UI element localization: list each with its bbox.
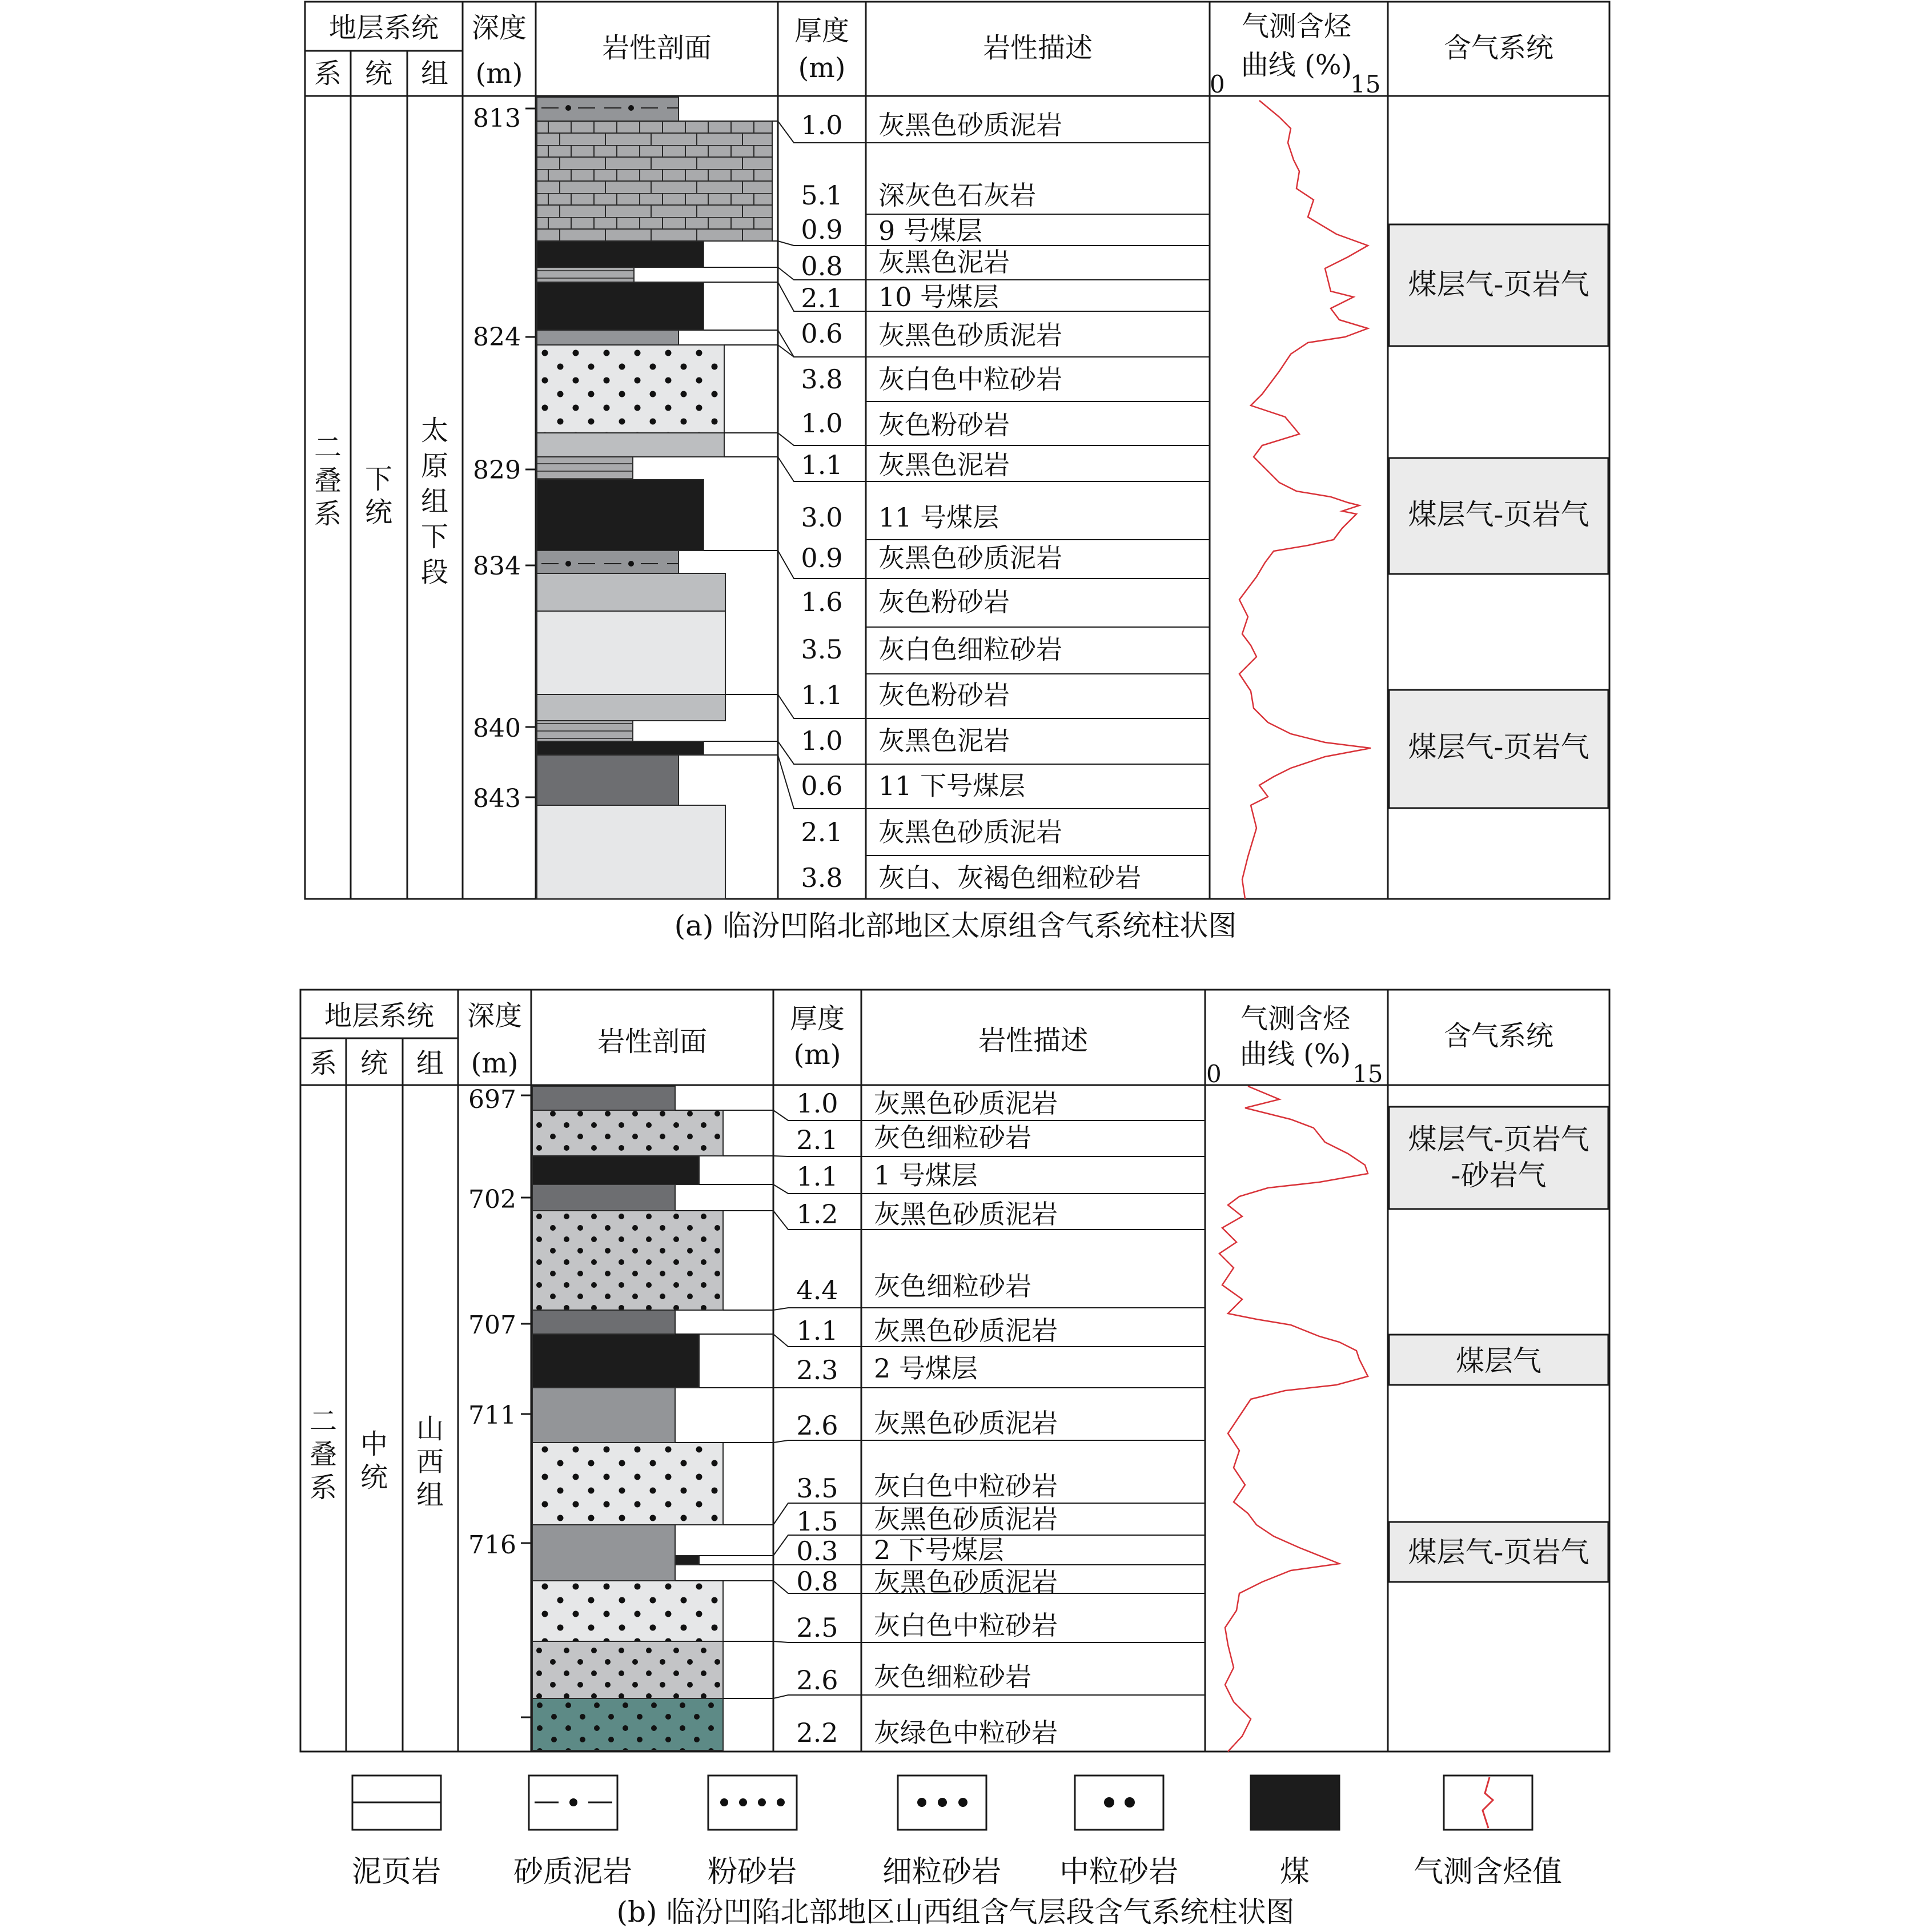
header-lithology-description: 岩性描述 bbox=[978, 1025, 1089, 1057]
row-description: 10 号煤层 bbox=[878, 282, 999, 312]
layer-medium-sandstone bbox=[537, 345, 724, 433]
layer-sandy-mudstone bbox=[537, 755, 679, 805]
layer-medium-sandstone bbox=[532, 1443, 723, 1525]
legend-fine-sandstone-symbol bbox=[898, 1776, 986, 1830]
row-description: 2 下号煤层 bbox=[874, 1535, 1004, 1565]
header-gas-system: 含气系统 bbox=[1443, 32, 1554, 64]
gas-system-column-a bbox=[1389, 224, 1608, 808]
row-description: 灰白色中粒砂岩 bbox=[874, 1610, 1058, 1641]
layer-fine-sandstone bbox=[532, 1211, 723, 1310]
layer-sandy-mudstone bbox=[537, 551, 679, 573]
layer-fine-sandstone bbox=[532, 1641, 723, 1698]
row-thickness: 1.0 bbox=[801, 408, 843, 439]
layer-siltstone bbox=[537, 573, 725, 611]
legend-medium-sandstone-symbol bbox=[1075, 1776, 1163, 1830]
row-thickness: 0.8 bbox=[801, 251, 843, 282]
row-thickness: 0.6 bbox=[801, 770, 843, 801]
depth-tick: 707 bbox=[468, 1311, 516, 1340]
gas-system-label: 煤层气-页岩气 bbox=[1408, 730, 1589, 764]
legend-gas-value-symbol bbox=[1444, 1776, 1532, 1830]
row-thickness: 0.9 bbox=[801, 543, 843, 573]
row-thickness: 1.1 bbox=[801, 449, 843, 480]
layer-coal bbox=[537, 480, 704, 551]
row-description: 灰白色中粒砂岩 bbox=[878, 364, 1062, 395]
row-description: 灰色细粒砂岩 bbox=[874, 1122, 1031, 1153]
legend-siltstone-symbol bbox=[708, 1776, 797, 1830]
row-description: 灰色粉砂岩 bbox=[878, 409, 1010, 440]
layer-siltstone bbox=[537, 433, 724, 457]
row-description: 灰色细粒砂岩 bbox=[874, 1271, 1031, 1302]
row-description: 灰黑色砂质泥岩 bbox=[878, 543, 1062, 573]
series-label: 中统 bbox=[360, 1428, 388, 1493]
caption-a: (a) 临汾凹陷北部地区太原组含气系统柱状图 bbox=[674, 909, 1237, 942]
layer-sandy-mudstone bbox=[537, 330, 679, 345]
layer-fine-sandstone bbox=[532, 1110, 723, 1156]
row-thickness: 1.5 bbox=[796, 1506, 838, 1537]
header-gas-curve-line2: 曲线 (%) bbox=[1239, 1038, 1351, 1070]
row-description: 2 号煤层 bbox=[874, 1353, 978, 1384]
header-thickness: 厚度 bbox=[789, 1003, 845, 1035]
depth-tick: 697 bbox=[468, 1085, 516, 1114]
row-thickness: 2.6 bbox=[796, 1665, 838, 1696]
row-description: 灰黑色砂质泥岩 bbox=[878, 817, 1062, 847]
row-thickness: 1.1 bbox=[796, 1161, 838, 1192]
layer-sandy-mudstone bbox=[532, 1310, 675, 1334]
row-thickness: 2.5 bbox=[796, 1612, 838, 1643]
gas-curve-a bbox=[1239, 101, 1371, 899]
row-thickness: 1.0 bbox=[801, 110, 843, 140]
layer-fine-sandstone bbox=[537, 805, 725, 899]
row-thickness: 5.1 bbox=[801, 180, 843, 211]
row-description: 灰绿色中粒砂岩 bbox=[874, 1717, 1058, 1748]
row-thickness: 0.8 bbox=[796, 1566, 838, 1597]
layer-sandy-mudstone bbox=[532, 1525, 675, 1581]
gas-axis-min: 0 bbox=[1210, 70, 1225, 98]
depth-tick: 834 bbox=[473, 552, 521, 581]
gas-system-column-b bbox=[1389, 1107, 1608, 1582]
header-depth: 深度 bbox=[467, 1000, 523, 1032]
gas-system-label: 煤层气-页岩气 bbox=[1408, 1123, 1589, 1156]
layer-mudstone bbox=[537, 267, 634, 282]
depth-tick: 711 bbox=[468, 1401, 516, 1430]
gas-system-label: 煤层气-页岩气 bbox=[1408, 498, 1589, 531]
header-gas-curve-line1: 气测含烃 bbox=[1240, 1003, 1351, 1035]
formation-label: 山西组 bbox=[416, 1413, 444, 1511]
gas-system-label: -砂岩气 bbox=[1451, 1159, 1547, 1192]
gas-axis-max: 15 bbox=[1350, 70, 1381, 98]
legend-label: 煤 bbox=[1279, 1855, 1310, 1889]
legend-label: 气测含烃值 bbox=[1413, 1855, 1563, 1889]
row-description: 灰黑色砂质泥岩 bbox=[874, 1315, 1058, 1346]
header-thickness: 厚度 bbox=[794, 15, 850, 47]
layer-medium-sandstone bbox=[532, 1698, 723, 1750]
header-gas-curve-line2: 曲线 (%) bbox=[1240, 49, 1352, 81]
row-description: 深灰色石灰岩 bbox=[878, 180, 1036, 211]
layer-limestone bbox=[537, 121, 772, 241]
row-thickness: 1.2 bbox=[796, 1199, 838, 1230]
layer-coal bbox=[675, 1556, 699, 1565]
layer-coal bbox=[532, 1334, 699, 1388]
row-thickness: 3.5 bbox=[796, 1473, 838, 1504]
row-description: 9 号煤层 bbox=[878, 215, 982, 246]
row-description: 灰白色中粒砂岩 bbox=[874, 1471, 1058, 1501]
legend-coal-symbol bbox=[1251, 1776, 1339, 1830]
header-xi: 系 bbox=[309, 1047, 338, 1079]
legend-label: 泥页岩 bbox=[351, 1855, 441, 1889]
gas-system-label: 煤层气-页岩气 bbox=[1408, 268, 1589, 301]
series-label: 下统 bbox=[364, 463, 393, 528]
layer-mudstone bbox=[537, 721, 633, 741]
layer-coal bbox=[537, 282, 704, 330]
legend-shale-symbol bbox=[352, 1776, 441, 1830]
header-xi: 系 bbox=[314, 58, 342, 90]
header-gas-system: 含气系统 bbox=[1443, 1020, 1554, 1052]
gas-curve-b bbox=[1219, 1086, 1368, 1752]
row-description: 灰白、灰褐色细粒砂岩 bbox=[878, 862, 1141, 893]
panel-b-shanxi-column bbox=[300, 990, 1609, 1752]
row-thickness: 3.8 bbox=[801, 364, 843, 395]
row-thickness: 3.8 bbox=[801, 862, 843, 893]
row-thickness: 2.3 bbox=[796, 1355, 838, 1385]
row-thickness: 1.1 bbox=[796, 1315, 838, 1346]
header-thickness-unit: (m) bbox=[798, 52, 846, 84]
layer-siltstone bbox=[537, 694, 725, 721]
row-thickness: 2.1 bbox=[801, 283, 843, 314]
row-thickness: 3.5 bbox=[801, 634, 843, 665]
depth-tick: 716 bbox=[468, 1531, 516, 1560]
row-description: 灰黑色砂质泥岩 bbox=[874, 1088, 1058, 1119]
row-description: 灰黑色砂质泥岩 bbox=[874, 1567, 1058, 1597]
legend-sandy-mudstone-symbol bbox=[529, 1776, 617, 1830]
system-label: 二叠系 bbox=[309, 1405, 338, 1504]
row-thickness: 2.2 bbox=[796, 1717, 838, 1748]
layer-coal bbox=[537, 241, 704, 267]
row-thickness: 4.4 bbox=[796, 1275, 838, 1306]
row-description: 灰黑色泥岩 bbox=[878, 449, 1010, 480]
layer-sandy-mudstone bbox=[532, 1086, 675, 1110]
row-thickness: 0.3 bbox=[796, 1536, 838, 1567]
header-depth: 深度 bbox=[471, 12, 527, 44]
row-description: 灰黑色砂质泥岩 bbox=[878, 320, 1062, 351]
layer-coal bbox=[532, 1156, 699, 1184]
layer-sandy-mudstone bbox=[532, 1184, 675, 1211]
header-zu: 组 bbox=[416, 1047, 444, 1079]
header-tong: 统 bbox=[360, 1047, 388, 1079]
header-tong: 统 bbox=[364, 58, 393, 90]
gas-system-label: 煤层气-页岩气 bbox=[1408, 1536, 1589, 1569]
row-description: 灰黑色砂质泥岩 bbox=[878, 110, 1062, 140]
row-thickness: 2.1 bbox=[796, 1124, 838, 1155]
layer-fine-sandstone bbox=[537, 611, 725, 694]
legend-label: 砂质泥岩 bbox=[513, 1855, 633, 1889]
row-thickness: 1.0 bbox=[801, 725, 843, 756]
caption-b: (b) 临汾凹陷北部地区山西组含气层段含气系统柱状图 bbox=[616, 1895, 1295, 1929]
header-depth-unit: (m) bbox=[475, 58, 523, 90]
formation-label: 太原组下段 bbox=[420, 415, 449, 588]
gas-axis-max: 15 bbox=[1352, 1060, 1383, 1088]
layer-sandy-mudstone bbox=[532, 1388, 675, 1443]
row-description: 灰色粉砂岩 bbox=[878, 587, 1010, 617]
layer-sandy-mudstone bbox=[537, 97, 679, 121]
system-label: 二叠系 bbox=[314, 432, 342, 530]
row-description: 灰黑色泥岩 bbox=[878, 247, 1010, 278]
legend-label: 中粒砂岩 bbox=[1059, 1855, 1179, 1889]
header-lithology-description: 岩性描述 bbox=[982, 32, 1093, 64]
layer-mudstone bbox=[537, 457, 633, 480]
row-description: 1 号煤层 bbox=[874, 1160, 978, 1191]
row-description: 灰色粉砂岩 bbox=[878, 680, 1010, 710]
layer-coal bbox=[537, 741, 704, 755]
row-thickness: 2.6 bbox=[796, 1410, 838, 1441]
header-depth-unit: (m) bbox=[471, 1047, 519, 1079]
row-thickness: 0.9 bbox=[801, 214, 843, 245]
depth-tick: 843 bbox=[473, 784, 521, 813]
depth-tick: 840 bbox=[473, 714, 521, 743]
gas-system-box bbox=[1389, 1107, 1608, 1209]
header-strat-system: 地层系统 bbox=[328, 12, 439, 44]
header-lithology-section: 岩性剖面 bbox=[601, 32, 712, 64]
gas-system-label: 煤层气 bbox=[1456, 1344, 1541, 1377]
row-thickness: 3.0 bbox=[801, 502, 843, 533]
row-thickness: 0.6 bbox=[801, 318, 843, 349]
gas-axis-min: 0 bbox=[1206, 1060, 1222, 1088]
header-gas-curve-line1: 气测含烃 bbox=[1241, 10, 1352, 42]
depth-tick: 824 bbox=[473, 323, 521, 352]
header-zu: 组 bbox=[420, 58, 449, 90]
row-description: 灰色细粒砂岩 bbox=[874, 1661, 1031, 1692]
panel-a-taiyuan-column bbox=[305, 2, 1609, 942]
row-description: 灰黑色砂质泥岩 bbox=[874, 1199, 1058, 1230]
lithology-column-b bbox=[532, 1086, 723, 1750]
row-thickness: 2.1 bbox=[801, 817, 843, 847]
row-description: 灰黑色泥岩 bbox=[878, 725, 1010, 756]
row-description: 灰黑色砂质泥岩 bbox=[874, 1504, 1058, 1535]
depth-tick: 813 bbox=[473, 104, 521, 133]
legend bbox=[352, 1776, 1562, 1889]
row-thickness: 1.0 bbox=[796, 1088, 838, 1119]
row-description: 11 下号煤层 bbox=[878, 770, 1026, 801]
header-lithology-section: 岩性剖面 bbox=[597, 1026, 708, 1058]
lithology-column-a bbox=[537, 97, 772, 899]
row-thickness: 1.6 bbox=[801, 587, 843, 617]
layer-medium-sandstone bbox=[532, 1581, 723, 1641]
legend-label: 粉砂岩 bbox=[707, 1855, 797, 1889]
depth-tick: 829 bbox=[473, 456, 521, 485]
header-thickness-unit: (m) bbox=[793, 1039, 841, 1071]
header-strat-system: 地层系统 bbox=[324, 1000, 435, 1032]
depth-tick: 702 bbox=[468, 1185, 516, 1214]
row-description: 灰白色细粒砂岩 bbox=[878, 634, 1062, 665]
row-description: 11 号煤层 bbox=[878, 502, 999, 533]
legend-label: 细粒砂岩 bbox=[882, 1855, 1002, 1889]
row-thickness: 1.1 bbox=[801, 680, 843, 710]
row-description: 灰黑色砂质泥岩 bbox=[874, 1408, 1058, 1439]
